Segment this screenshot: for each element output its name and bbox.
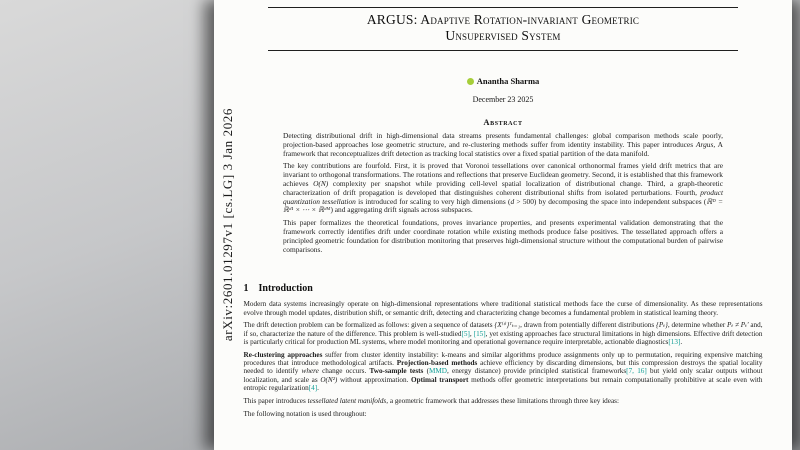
section-heading-introduction — [244, 283, 763, 294]
author-row — [214, 76, 792, 86]
intro-paragraph-5: The following notation is used throughout: — [243, 409, 367, 418]
text-segment: Optimal transport — [411, 375, 469, 384]
arxiv-watermark: arXiv:2601.01297v1 [cs.LG] 3 Jan 2026 — [220, 108, 235, 342]
abstract-paragraph-3: This paper formalizes the theoretical foundations, proves invariance properties, and presents experimental validation demonstrating that the framework correctly identifies drift under coordinate rotation while existing methods produce false positives. The tessellated approach offers a principled geometric foundation for distribution monitoring that preserves high-dimensional structure without the computational burden of pairwise comparisons. — [283, 218, 723, 254]
abstract-heading: Abstract — [483, 117, 523, 127]
citation-link[interactable]: [13] — [668, 338, 681, 347]
section-number: 1 — [243, 283, 249, 295]
citation-link[interactable]: [15] — [473, 329, 486, 338]
citation-link[interactable]: [4] — [308, 384, 318, 393]
introduction-body — [244, 300, 763, 418]
intro-paragraph-2: The drift detection problem can be formalized as follows: given a sequence of datasets {X⁽ᵗ⁾}ᵀₜ₌₁, drawn from potentially different distributions {Pₜ}, determine whether Pₜ ≠ Pₜ′ and, if so, characterize the nature of the difference. This problem is well-studied[5], [15], yet existing approaches face structural limitations in high dimensions. Effective drift detection is particularly critical for production ML systems, where model monitoring and operational governance require interpretable, actionable diagnostics[13]. — [243, 321, 763, 347]
paper-title-line-2: Unsupervised System — [445, 28, 561, 43]
author-name: Anantha Sharma — [476, 76, 540, 86]
text-segment: {X⁽ᵗ⁾}ᵀₜ₌₁ — [494, 321, 521, 330]
intro-paragraph-1: Modern data systems increasingly operate on high-dimensional representations where traditional statistical methods face the curse of dimensionality. As these representations evolve through model updates, distribution shift, or semantic drift, detecting and characterizing change becomes a fundamental problem in statistical learning theory. — [243, 300, 763, 317]
paper-date: December 23 2025 — [472, 95, 534, 104]
intro-paragraph-4: This paper introduces tessellated latent manifolds, a geometric framework that addresses these limitations through three key ideas: — [243, 396, 619, 405]
text-segment: where — [301, 367, 319, 376]
abstract-paragraph-2: The key contributions are fourfold. First, it is proved that Voronoi tessellations over canonical orthonormal frames yield drift metrics that are invariant to orthogonal transformations. The rotations and reflections that preserve Euclidean geometry. Second, it is established that this framework achieves O(N) complexity per snapshot while providing cell-level spatial localization of distributional change. Third, a graph-theoretic characterization of drift propagation is developed that distinguishes coherent distributional shifts from isolated perturbations. Fourth, product quantization tessellation is introduced for scaling to very high dimensions (d > 500) by decomposing the space into independent subspaces (ℝᴰ = ℝᵈ¹ × ⋯ × ℝᵈᴹ) and aggregating drift signals across subspaces. — [283, 161, 723, 215]
text-segment: d — [510, 196, 515, 206]
paper-title-line-1: ARGUS: Adaptive Rotation-invariant Geometric — [366, 12, 640, 27]
abstract-block — [283, 132, 723, 254]
citation-link[interactable]: [7, 16] — [626, 367, 647, 376]
text-segment: Projection-based methods — [396, 359, 478, 368]
text-segment: tessellated latent manifolds — [307, 396, 387, 405]
intro-paragraph-3: Re-clustering approaches suffer from cluster identity instability: k-means and similar algorithms produce assignments only up to permutation, requiring expensive matching procedures that introduce methodological artifacts. Projection-based methods achieve efficiency by discarding dimensions, but this compression destroys the spatial locality needed to identify where change occurs. Two-sample tests (MMD, energy distance) provide principled statistical frameworks[7, 16] but yield only scalar outputs without localization, and scale as O(N²) without approximation. Optimal transport methods offer geometric interpretations but remain computationally prohibitive at scale even with entropic regularization[4]. — [243, 350, 763, 393]
paper-content — [214, 0, 792, 450]
paper-title-block — [268, 7, 738, 51]
text-segment: Argus — [695, 139, 714, 149]
text-segment: ℝᴰ = ℝᵈ¹ × ⋯ × ℝᵈᴹ — [283, 196, 723, 215]
citation-link[interactable]: [5] — [461, 329, 470, 338]
text-segment: product quantization tessellation — [283, 187, 723, 206]
orcid-icon[interactable] — [467, 78, 474, 85]
abstract-paragraph-1: Detecting distributional drift in high-dimensional data streams presents fundamental challenges: global comparison methods scale poorly, projection-based approaches lose geometric structure, and re-clustering methods suffer from identity instability. This paper introduces Argus, A framework that reconceptualizes drift detection as tracking local statistics over a fixed spatial partition of the data manifold. — [283, 131, 724, 158]
paper-page — [214, 0, 792, 450]
text-segment: Pₜ ≠ Pₜ′ — [727, 321, 749, 330]
text-segment: {Pₜ} — [656, 321, 668, 330]
section-title: Introduction — [258, 283, 313, 295]
text-segment: O(N) — [313, 178, 329, 188]
text-segment: Two-sample tests — [369, 367, 424, 376]
text-segment: Re-clustering approaches — [243, 350, 323, 359]
citation-link[interactable]: MMD — [428, 367, 447, 376]
text-segment: O(N²) — [320, 375, 338, 384]
